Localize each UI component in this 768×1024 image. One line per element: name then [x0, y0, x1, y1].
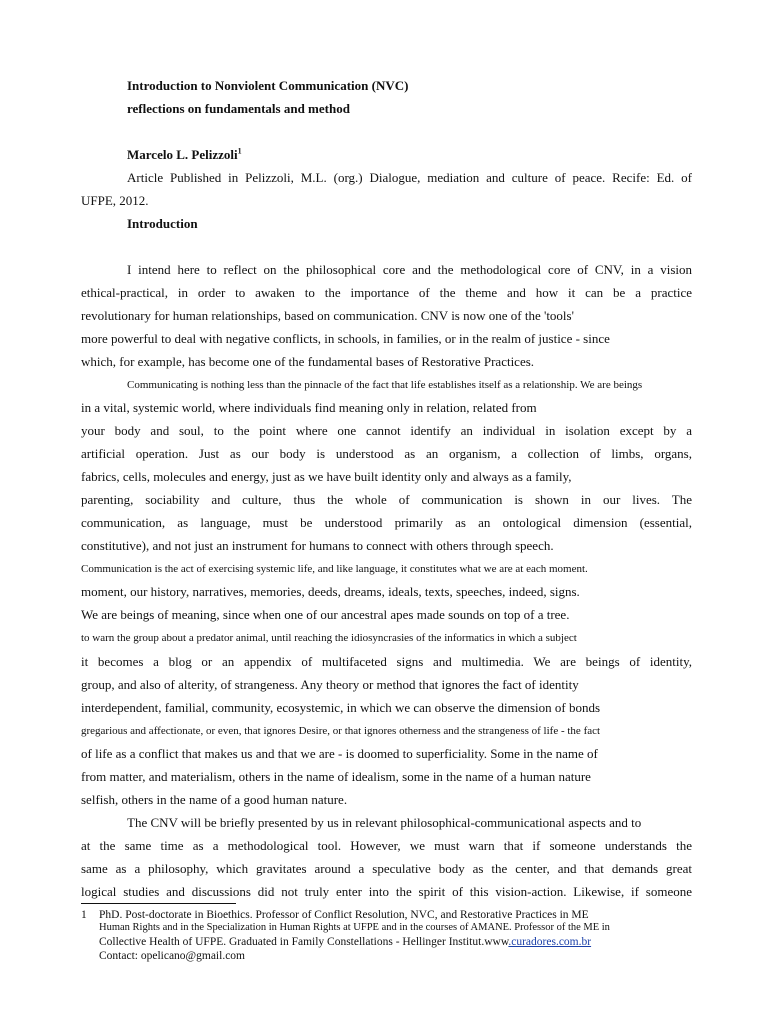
- footnote-line: Human Rights and in the Specialization in Human Rights at UFPE and in the courses of AMANE. Professor of the ME in: [99, 922, 610, 933]
- body-line: it becomes a blog or an appendix of multifaceted signs and multimedia. We are beings of identity,: [81, 654, 692, 669]
- body-line: of life as a conflict that makes us and that we are - is doomed to superficiality. Some in the name of: [81, 746, 598, 761]
- section-heading: Introduction: [127, 216, 198, 231]
- body-line: which, for example, has become one of the fundamental bases of Restorative Practices.: [81, 354, 535, 369]
- body-line: your body and soul, to the point where one cannot identify an individual in isolation except by a: [81, 423, 692, 438]
- body-line: communication, as language, must be understood primarily as an ontological dimension (essential,: [81, 515, 692, 530]
- body-line: from matter, and materialism, others in the name of idealism, some in the name of a human nature: [81, 769, 591, 784]
- footnote-ref: 1: [237, 146, 242, 156]
- body-line: same as a philosophy, which gravitates around a speculative body as the center, and that demands great: [81, 861, 692, 876]
- body-line: at the same time as a methodological tool. However, we must warn that if someone understands the: [81, 838, 692, 853]
- body-line: logical studies and discussions did not truly enter into the spirit of this vision-action. Likewise, if someone: [81, 884, 692, 899]
- body-line: group, and also of alterity, of strangeness. Any theory or method that ignores the fact of identity: [81, 677, 579, 692]
- footnote-number: 1: [81, 909, 87, 921]
- footnote-line: PhD. Post-doctorate in Bioethics. Professor of Conflict Resolution, NVC, and Restorative Practices in ME: [99, 909, 589, 921]
- citation-continued: UFPE, 2012.: [81, 193, 149, 208]
- body-line: constitutive), and not just an instrument for humans to connect with others through speech.: [81, 538, 554, 553]
- document-subtitle: reflections on fundamentals and method: [127, 101, 350, 116]
- author-name: Marcelo L. Pelizzoli$^1$: [127, 146, 242, 162]
- body-line: We are beings of meaning, since when one of our ancestral apes made sounds on top of a tree.: [81, 607, 570, 622]
- body-line: gregarious and affectionate, or even, that ignores Desire, or that ignores otherness and the strangeness of life - the fact: [81, 725, 601, 737]
- body-line: parenting, sociability and culture, thus the whole of communication is shown in our lives. The: [81, 492, 692, 507]
- body-line: selfish, others in the name of a good human nature.: [81, 792, 348, 807]
- body-line: more powerful to deal with negative conflicts, in schools, in families, or in the realm of justice - since: [81, 331, 610, 346]
- footnote-line: Collective Health of UFPE. Graduated in Family Constellations - Hellinger Institut.www.curadores.com.br: [99, 936, 592, 948]
- body-line: moment, our history, narratives, memories, deeds, dreams, ideals, texts, speeches, indeed, signs.: [81, 584, 580, 599]
- website-link[interactable]: .curadores.com.br: [508, 936, 592, 948]
- body-line: revolutionary for human relationships, based on communication. CNV is now one of the 'tools': [81, 308, 574, 323]
- body-line: to warn the group about a predator animal, until reaching the idiosyncrasies of the informatics in which a subject: [81, 632, 577, 644]
- document-title: Introduction to Nonviolent Communication (NVC): [127, 78, 409, 93]
- body-line: ethical-practical, in order to awaken to the importance of the theme and how it can be a practice: [81, 285, 692, 300]
- body-line: in a vital, systemic world, where individuals find meaning only in relation, related from: [81, 400, 537, 415]
- body-line: fabrics, cells, molecules and energy, just as we have built identity only and always as a family,: [81, 469, 572, 484]
- footnote-contact: Contact: opelicano@gmail.com: [99, 950, 245, 962]
- body-line: artificial operation. Just as our body is understood as an organism, a collection of limbs, organs,: [81, 446, 692, 461]
- body-line: Communication is the act of exercising systemic life, and like language, it constitutes what we are at each moment.: [81, 563, 588, 575]
- body-line: The CNV will be briefly presented by us in relevant philosophical-communicational aspects and to: [127, 815, 642, 830]
- footnote-separator: [81, 903, 236, 904]
- body-line: I intend here to reflect on the philosophical core and the methodological core of CNV, in a vision: [127, 262, 692, 277]
- citation: Article Published in Pelizzoli, M.L. (org.) Dialogue, mediation and culture of peace. Recife: Ed. of: [127, 170, 692, 185]
- body-line: interdependent, familial, community, ecosystemic, in which we can observe the dimension of bonds: [81, 700, 601, 715]
- body-line: Communicating is nothing less than the pinnacle of the fact that life establishes itself as a relationship. We are beings: [127, 379, 643, 391]
